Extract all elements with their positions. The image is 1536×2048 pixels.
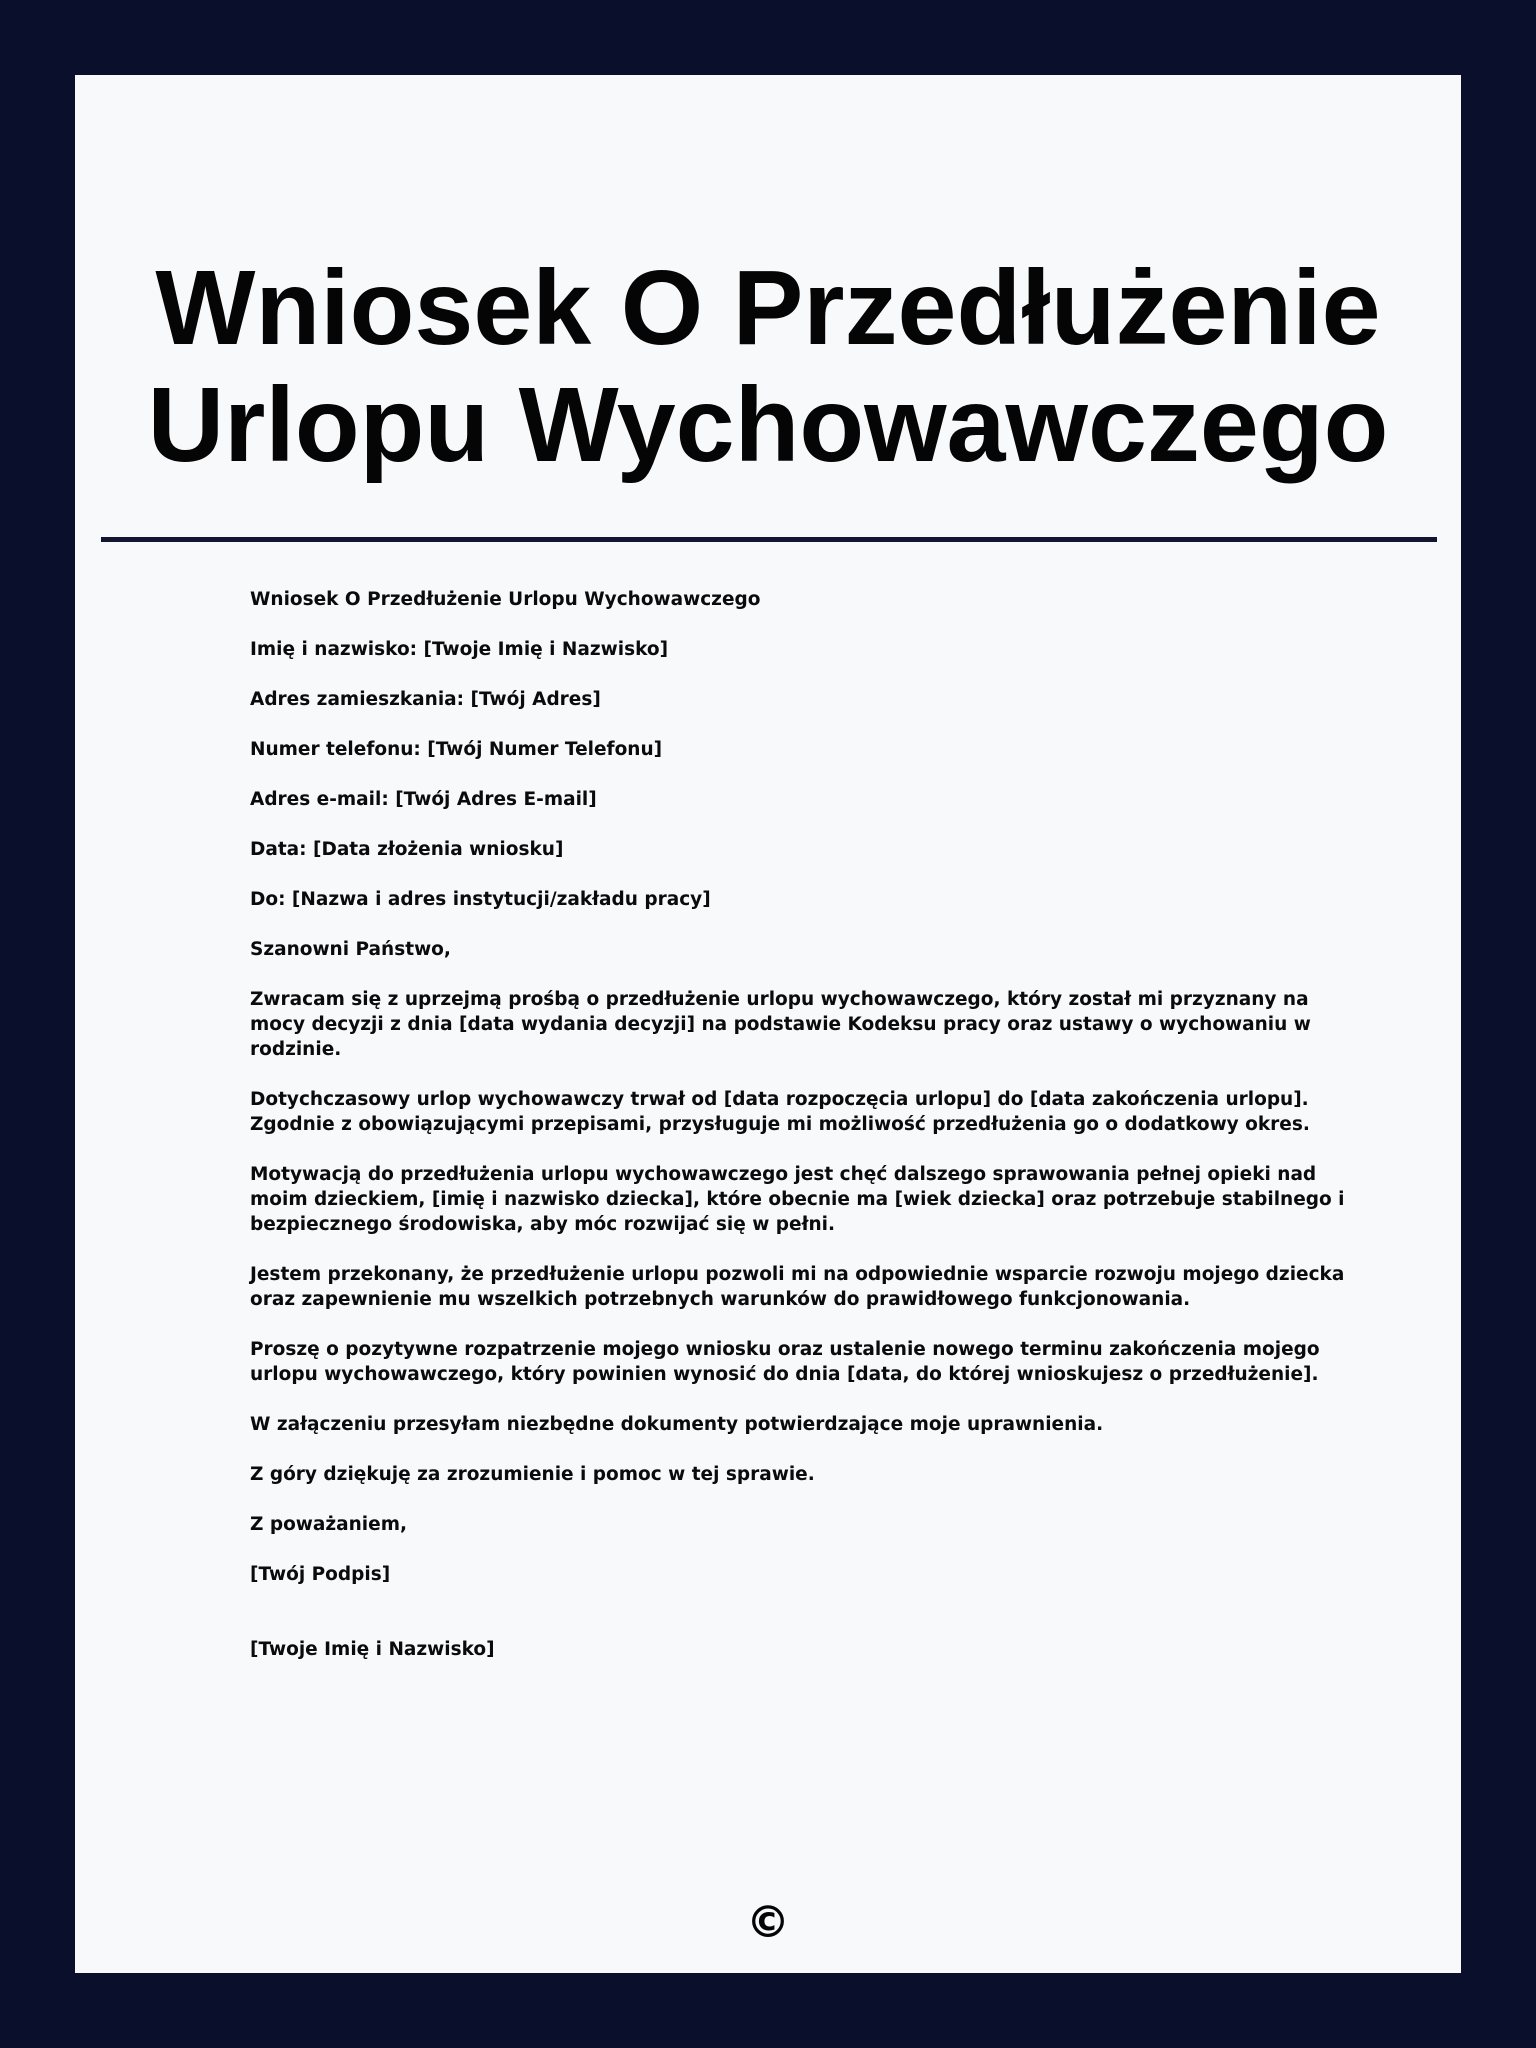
- closing: Z poważaniem,: [250, 1514, 407, 1535]
- document-title: [75, 250, 1461, 484]
- paragraph: Zwracam się z uprzejmą prośbą o przedłużenie urlopu wychowawczego, który został mi przyznany na mocy decyzji z dnia [data wydania decyzji] na podstawie Kodeksu pracy oraz ustawy o wychowaniu w rodzinie.: [250, 989, 1311, 1060]
- field-address: Adres zamieszkania: [Twój Adres]: [250, 689, 601, 710]
- paragraph: Jestem przekonany, że przedłużenie urlopu pozwoli mi na odpowiednie wsparcie rozwoju mojego dziecka oraz zapewnienie mu wszelkich potrzebnych warunków do prawidłowego funkcjonowania.: [250, 1264, 1345, 1310]
- paragraph: Dotychczasowy urlop wychowawczy trwał od [data rozpoczęcia urlopu] do [data zakończenia urlopu]. Zgodnie z obowiązującymi przepisami, przysługuje mi możliwość przedłużenia go o dodatkowy okres.: [250, 1089, 1310, 1135]
- letter-heading: Wniosek O Przedłużenie Urlopu Wychowawczego: [250, 589, 761, 610]
- signature-name: [Twoje Imię i Nazwisko]: [250, 1639, 495, 1660]
- field-recipient: Do: [Nazwa i adres instytucji/zakładu pracy]: [250, 889, 711, 910]
- paragraph: Z góry dziękuję za zrozumienie i pomoc w tej sprawie.: [250, 1464, 815, 1485]
- field-email: Adres e-mail: [Twój Adres E-mail]: [250, 789, 597, 810]
- field-phone: Numer telefonu: [Twój Numer Telefonu]: [250, 739, 663, 760]
- copyright-icon: ©: [746, 1897, 790, 1948]
- letter-body: [250, 587, 1360, 1687]
- paragraph: W załączeniu przesyłam niezbędne dokumenty potwierdzające moje uprawnienia.: [250, 1414, 1104, 1435]
- document-page: [75, 75, 1461, 1973]
- paragraph: Proszę o pozytywne rozpatrzenie mojego wniosku oraz ustalenie nowego terminu zakończenia mojego urlopu wychowawczego, który powinien wynosić do dnia [data, do której wnioskujesz o przedłużenie].: [250, 1339, 1320, 1385]
- title-divider: [101, 537, 1437, 542]
- signature-placeholder: [Twój Podpis]: [250, 1564, 391, 1585]
- field-name: Imię i nazwisko: [Twoje Imię i Nazwisko]: [250, 639, 669, 660]
- title-line-2: Urlopu Wychowawczego: [147, 366, 1389, 484]
- title-line-1: Wniosek O Przedłużenie: [155, 249, 1381, 367]
- salutation: Szanowni Państwo,: [250, 939, 451, 960]
- field-date: Data: [Data złożenia wniosku]: [250, 839, 564, 860]
- paragraph: Motywacją do przedłużenia urlopu wychowawczego jest chęć dalszego sprawowania pełnej opieki nad moim dzieckiem, [imię i nazwisko dziecka], które obecnie ma [wiek dziecka] oraz potrzebuje stabilnego i bezpiecznego środowiska, aby móc rozwijać się w pełni.: [250, 1164, 1345, 1235]
